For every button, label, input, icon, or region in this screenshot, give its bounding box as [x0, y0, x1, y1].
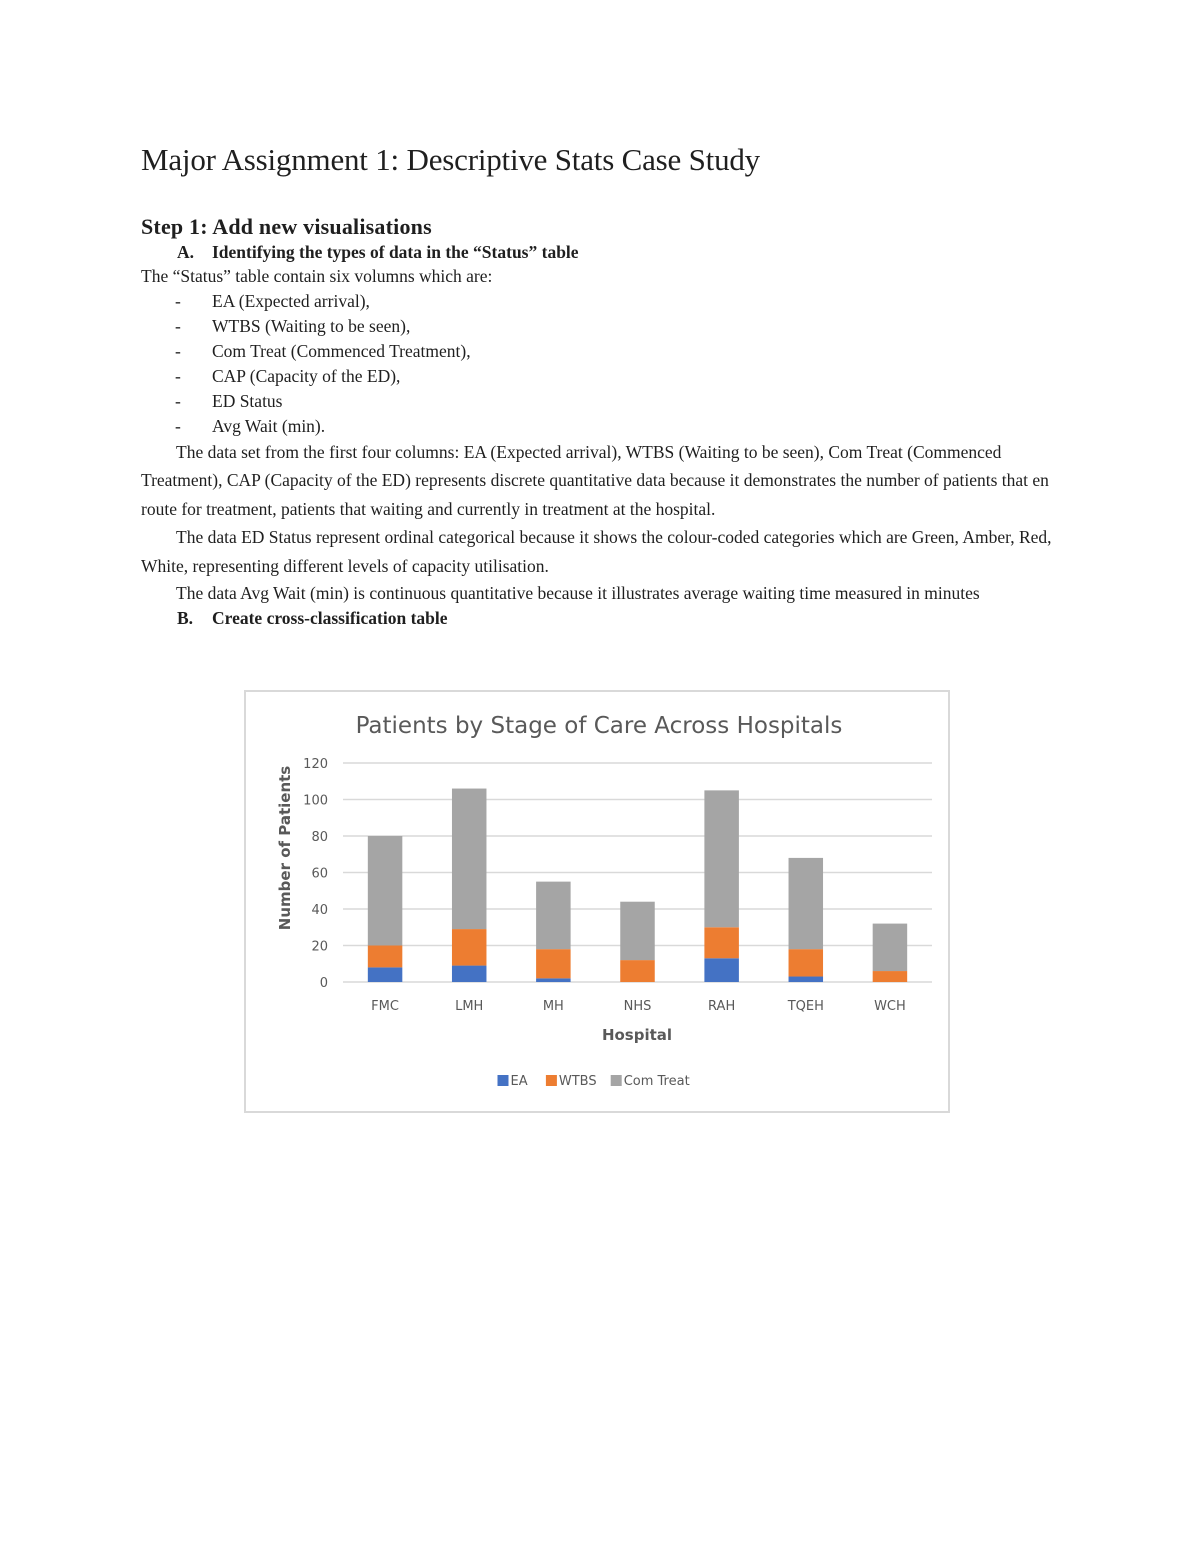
- list-item-text: Avg Wait (min).: [212, 415, 326, 436]
- legend-swatch: [498, 1075, 509, 1086]
- step1-heading: Step 1: Add new visualisations: [141, 214, 432, 239]
- paragraph-discrete-data: The data set from the first four columns: EA (Expected arrival), WTBS (Waiting to be seen), Com Treat (Commenced Treatment), CAP (Capacity of the ED) represents discrete quantitative data because it demonstrates the number of patients that en route for treatment, patients that waiting and currently in treatment at the hospital.: [141, 441, 1049, 519]
- x-tick-label: WCH: [874, 999, 906, 1014]
- bar-wtbs-fmc: [368, 946, 402, 968]
- list-dash: -: [175, 315, 181, 336]
- list-item: [141, 289, 1061, 314]
- bar-com-treat-mh: [536, 882, 570, 950]
- y-tick-label: 120: [303, 757, 328, 772]
- section-a-heading-text: Identifying the types of data in the “Status” table: [212, 242, 579, 262]
- legend-swatch: [546, 1075, 557, 1086]
- bar-com-treat-lmh: [452, 789, 486, 930]
- y-tick-label: 40: [311, 903, 328, 918]
- legend-label: Com Treat: [623, 1074, 690, 1089]
- legend-label: EA: [510, 1074, 528, 1089]
- bar-com-treat-rah: [704, 790, 738, 927]
- list-item-text: EA (Expected arrival),: [212, 290, 370, 311]
- list-dash: -: [175, 415, 181, 436]
- bar-wtbs-rah: [704, 927, 738, 958]
- y-tick-label: 80: [311, 830, 328, 845]
- list-item-text: WTBS (Waiting to be seen),: [212, 315, 411, 336]
- status-columns-list: [141, 289, 1061, 439]
- list-item: [141, 339, 1061, 364]
- x-tick-label: MH: [542, 999, 564, 1014]
- y-axis-label: Number of Patients: [276, 765, 294, 931]
- chart-canvas: [246, 692, 948, 1111]
- bars: [368, 789, 907, 982]
- bar-wtbs-wch: [873, 971, 907, 982]
- document-title: Major Assignment 1: Descriptive Stats Case Study: [141, 142, 760, 177]
- list-item-text: Com Treat (Commenced Treatment),: [212, 340, 471, 361]
- section-a-heading: [141, 240, 1061, 264]
- y-tick-label: 60: [311, 866, 328, 882]
- y-tick-label: 100: [303, 793, 328, 809]
- bar-wtbs-lmh: [452, 929, 486, 966]
- bar-com-treat-wch: [873, 924, 907, 971]
- bar-ea-rah: [704, 958, 738, 982]
- bar-com-treat-nhs: [620, 902, 654, 960]
- x-tick-label: NHS: [623, 999, 652, 1014]
- y-tick-label: 20: [311, 939, 328, 955]
- section-a-letter: A.: [177, 242, 195, 262]
- bar-wtbs-mh: [536, 949, 570, 978]
- list-dash: -: [175, 340, 181, 361]
- list-dash: -: [175, 390, 181, 411]
- bar-wtbs-nhs: [620, 960, 654, 982]
- bar-ea-mh: [536, 978, 570, 982]
- bar-com-treat-tqeh: [789, 858, 823, 949]
- list-item: [141, 314, 1061, 339]
- section-b-heading-text: Create cross-classification table: [212, 608, 448, 628]
- y-tick-label: 0: [319, 976, 328, 991]
- legend-swatch: [611, 1075, 622, 1086]
- chart-title: Patients by Stage of Care Across Hospitals: [355, 713, 843, 739]
- paragraph-continuous-data: The data Avg Wait (min) is continuous quantitative because it illustrates average waiting time measured in minutes: [176, 583, 980, 603]
- paragraph-ordinal-data: The data ED Status represent ordinal categorical because it shows the colour-coded categories which are Green, Amber, Red, White, representing different levels of capacity utilisation.: [141, 527, 1052, 576]
- list-item: [141, 414, 1061, 439]
- x-tick-label: FMC: [371, 999, 399, 1014]
- list-dash: -: [175, 365, 181, 386]
- bar-ea-fmc: [368, 967, 402, 982]
- list-item: [141, 364, 1061, 389]
- x-tick-label: TQEH: [787, 999, 824, 1014]
- status-table-intro: The “Status” table contain six volumns which are:: [141, 266, 493, 286]
- legend-label: WTBS: [558, 1074, 597, 1089]
- bar-com-treat-fmc: [368, 836, 402, 946]
- list-item-text: CAP (Capacity of the ED),: [212, 365, 401, 386]
- bar-ea-tqeh: [789, 977, 823, 982]
- section-b-letter: B.: [177, 608, 194, 628]
- bar-ea-lmh: [452, 966, 486, 982]
- x-axis-label: Hospital: [601, 1026, 673, 1044]
- legend: [498, 1074, 690, 1089]
- x-tick-label: RAH: [708, 999, 736, 1014]
- x-tick-label: LMH: [455, 999, 484, 1014]
- x-axis-ticks: [371, 999, 906, 1014]
- y-axis-ticks: [303, 757, 328, 991]
- list-item: [141, 389, 1061, 414]
- list-item-text: ED Status: [212, 390, 283, 411]
- list-dash: -: [175, 290, 181, 311]
- section-b-heading: [141, 606, 1061, 630]
- stacked-bar-chart: [244, 690, 950, 1113]
- bar-wtbs-tqeh: [789, 949, 823, 976]
- document-body: [141, 140, 1061, 630]
